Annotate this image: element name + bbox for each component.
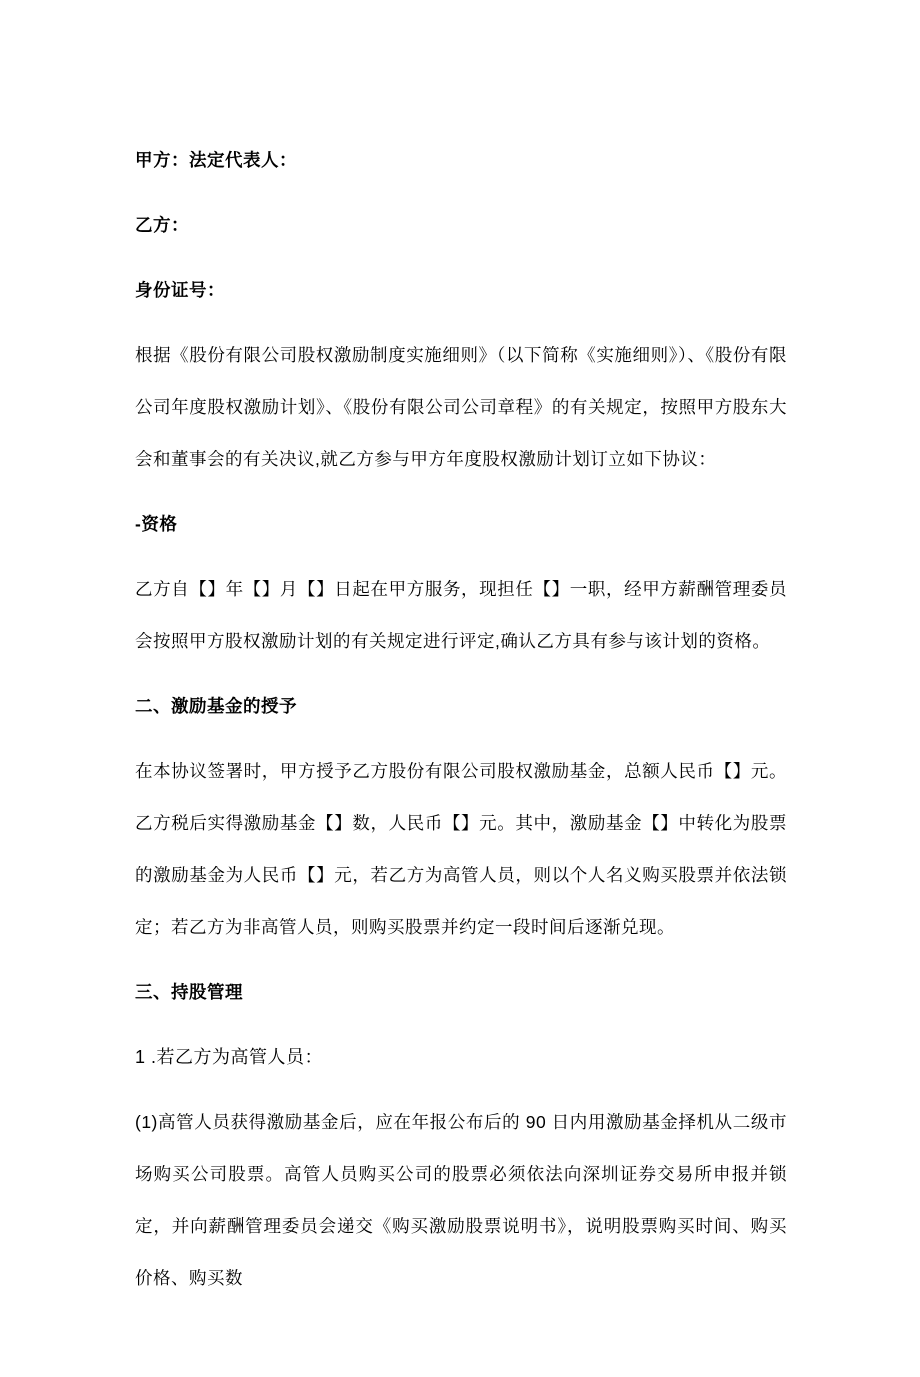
clause-1-1-paragraph: (1)高管人员获得激励基金后，应在年报公布后的 90 日内用激励基金择机从二级市场购买公司股票。高管人员购买公司的股票必须依法向深圳证券交易所申报并锁定，并向薪酬管理委员会递交《购买激励股票说明书》，说明股票购买时间、购买价格、购买数 <box>135 1112 787 1288</box>
intro-paragraph: 根据《股份有限公司股权激励制度实施细则》（以下简称《实施细则》）、《股份有限公司年度股权激励计划》、《股份有限公司公司章程》的有关规定，按照甲方股东大会和董事会的有关决议,就乙方参与甲方年度股权激励计划订立如下协议： <box>135 345 787 469</box>
section-2-paragraph: 在本协议签署时，甲方授予乙方股份有限公司股权激励基金，总额人民币【】元。乙方税后实得激励基金【】数，人民币【】元。其中，激励基金【】中转化为股票的激励基金为人民币【】元，若乙方为高管人员，则以个人名义购买股票并依法锁定；若乙方为非高管人员，则购买股票并约定一段时间后逐渐兑现。 <box>135 761 787 937</box>
section-1-heading: -资格 <box>135 514 178 534</box>
party-b-label: 乙方： <box>135 215 189 235</box>
section-3-heading: 三、持股管理 <box>135 982 243 1002</box>
section-2-heading: 二、激励基金的授予 <box>135 696 297 716</box>
section-1-paragraph: 乙方自【】年【】月【】日起在甲方服务，现担任【】一职，经甲方薪酬管理委员会按照甲方股权激励计划的有关规定进行评定,确认乙方具有参与该计划的资格。 <box>135 579 787 651</box>
clause-1-line: 1 .若乙方为高管人员： <box>135 1047 324 1067</box>
party-a-label: 甲方：法定代表人： <box>135 150 297 170</box>
id-number-label: 身份证号： <box>135 280 225 300</box>
